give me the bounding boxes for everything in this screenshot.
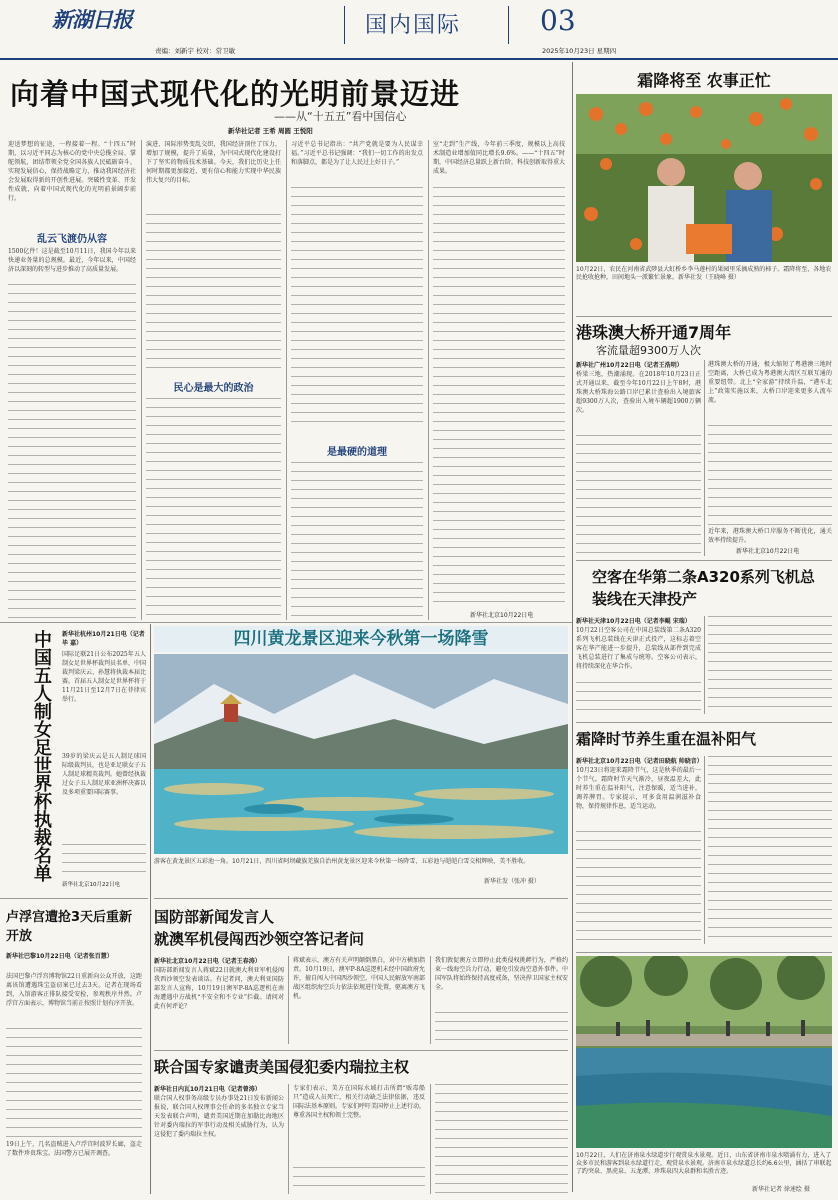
lead-section-heading-3: 是最硬的道理: [327, 447, 387, 458]
lead-subtitle: ——从“十五五”看中国信心: [274, 110, 407, 123]
health-headline: 霜降时节养生重在温补阳气: [576, 730, 757, 748]
defense-headline-2: 就澳军机侵闯西沙领空答记者问: [154, 930, 365, 948]
bridge-col1-text: 桥梁三地，热潮涌现。在2018年10月23日正式开通以来，截至今年10月22日上午8时，港珠澳大桥珠海公路口岸已累计查验出入境旅客超9300万人次，查验出入境车辆超1900万辆次。: [576, 371, 701, 414]
masthead-divider-right: [508, 6, 509, 44]
editors-line: 责编：刘新宇 校对：常卫敏: [155, 47, 236, 55]
masthead-divider-left: [344, 6, 345, 44]
lead-col1-body: [8, 284, 136, 619]
un-col1-text: 联合国人权事务高级专员办事处21日发布新闻公报说，联合国人权理事会任命的多名独立专家当天发表联合声明，谴责美国近期在加勒比海地区针对委内瑞拉的军事行动及相关威胁行为，认为这侵犯了委内瑞拉主权。: [154, 1095, 284, 1138]
spring-photo: [576, 956, 832, 1148]
bridge-dateline: 新华社广州10月22日电（记者王浩明）: [576, 362, 683, 369]
referee-text: 国际足联21日公布2025年五人制女足世界杯裁判员名单，中国裁判梁庆云、孙慧将执裁本届比赛。首届五人制女足世界杯将于11月21日至12月7日在菲律宾举行。: [62, 651, 146, 703]
lead-section-heading-2: 民心是最大的政治: [173, 383, 254, 394]
huanglong-caption: 游客在黄龙景区五彩池一角。10月21日，四川省阿坝藏族羌族自治州黄龙景区迎来今秋第一场降雪，五彩池与皑皑白雪交相辉映，美不胜收。: [154, 858, 530, 865]
health-col1-body: [576, 831, 701, 943]
un-col2-text: 专家们表示，美方在国际水域打击所谓“贩毒船只”造成人员死亡，相关行动缺乏法律依据，违反国际法基本原则。专家们呼吁美国停止上述行动，尊重各国主权和领土完整。: [293, 1085, 425, 1119]
a320-col1-body: [576, 682, 701, 714]
frost-story: [576, 62, 832, 314]
frost-caption: 10月22日，农民在河南省武陟县大虹桥乡李马莲村的果园里采摘成熟的柿子。霜降将至，各地农民抢收抢种，田间地头一派繁忙景象。新华社发（王晓峰 摄）: [576, 266, 832, 281]
referee-dateline-end: 新华社北京10月22日电: [62, 882, 120, 888]
health-story: [576, 724, 832, 948]
huanglong-photo: [154, 654, 568, 854]
bridge-col1-body: [576, 435, 701, 553]
bridge-headline: 港珠澳大桥开通7周年: [576, 323, 732, 342]
lead-col2-body-b: [146, 398, 281, 620]
bridge-col2-text: 港珠澳大桥的开通，极大缩短了粤港澳三地时空距离，大桥已成为粤港澳大湾区互联互通的重要纽带。北上“全家游”持续升温，“港车北上”政策实施以来，大桥口岸迎来更多人流车流。: [708, 361, 832, 404]
referee-text-b: 39岁的梁庆云是五人制足球国际级裁判员，也是亚足联女子五人制足球精英裁判。她曾经执裁过女子五人制足球亚洲杯决赛以及多项重要国际赛事。: [62, 753, 146, 796]
louvre-story: [0, 900, 148, 1196]
lead-col4-para1: 室“走到”生产线，今年前三季度，规模以上高技术制造业增加值同比增长9.6%。——“十四五”时期，中国经济总量跃上新台阶，科技创新取得重大成果。: [433, 141, 565, 175]
spring-caption: 10月22日，人们在济南泉水绿道步行观赏泉水景观。近日，山东省济南市泉水喷涌有力，进入了众多市民和游客到泉水绿道行走，观赏泉水景观。济南市泉水绿道总长约6.6公里，涵括了串联起了趵突泉、黑虎泉、五龙潭、珍珠泉四大泉群和名胜古迹。: [576, 1152, 832, 1175]
louvre-dateline: 新华社巴黎10月22日电（记者张百慧）: [6, 953, 113, 960]
lead-byline: 新华社记者 王希 周圆 王悦阳: [228, 127, 313, 135]
spring-credit: 新华社记者 徐速绘 摄: [752, 1186, 810, 1193]
un-story: [154, 1052, 568, 1196]
lead-col3-para1: 习近平总书记指出：“共产党就是要为人民谋幸福。”习近平总书记强调：“我们一切工作的出发点和落脚点，都是为了让人民过上好日子。”: [291, 141, 423, 166]
lead-col3-body-b: [291, 462, 423, 620]
lead-col3-body-a: [291, 187, 423, 427]
huanglong-credit: 新华社发（张冲 摄）: [484, 878, 540, 885]
referee-body: [62, 844, 146, 878]
louvre-text: 法国巴黎卢浮宫博物馆22日重新向公众开放，这距离该馆遭遇珠宝盗窃案已过去3天。记者在现场看到，入馆游客正排队接受安检，参观秩序井然。卢浮宫方面表示，博物馆当前正按照计划有序开放。: [6, 973, 142, 1007]
bridge-story: [576, 318, 832, 558]
lead-col1-para2: 1500亿件！这是截至10月11日，我国今年以来快递业务量的总规模。最近，今年以来，中国经济以深刻的转型与进步推动了高质量发展。: [8, 248, 136, 273]
a320-col1-text: 10月22日空客公司在中国总装线第二条A320系列飞机总装线在天津正式投产，这标志着空客在华产能进一步提升，总装线从部件到完成飞机总装进行了集成与统筹。空客公司表示，将持续深化在华合作。: [576, 627, 701, 670]
masthead-rule: [0, 58, 838, 60]
defense-col3-body: [435, 1012, 568, 1044]
health-col2-body: [708, 756, 832, 944]
frost-photo: [576, 94, 832, 262]
a320-col2-body: [708, 616, 832, 714]
defense-col3-text: 我们敦促澳方立即停止此类侵权挑衅行为，严格约束一线海空兵力行动，避免引发海空意外事件。中国军队将始终保持高度戒备，坚决捍卫国家主权安全。: [435, 957, 568, 991]
lead-col2-para1: 演进、国际形势变乱交织，我国经济顶住了压力，增加了规模，提升了质量，为中国式现代化建设打下了坚实的物质技术基础。今天，我们比历史上任何时期都更加接近、更有信心和能力实现中华民族伟大复兴的目标。: [146, 141, 281, 184]
un-dateline: 新华社日内瓦10月21日电（记者曾涛）: [154, 1086, 261, 1093]
defense-dateline: 新华社北京10月22日电（记者王春涛）: [154, 958, 261, 965]
bridge-col2-body: [708, 425, 832, 525]
a320-story: [576, 562, 832, 718]
lead-story: [0, 62, 570, 622]
un-headline: 联合国专家谴责美国侵犯委内瑞拉主权: [154, 1058, 410, 1076]
date-line: 2025年10月23日 星期四: [542, 47, 617, 55]
lead-dateline-end: 新华社北京10月22日电: [470, 612, 534, 619]
louvre-text-b: 19日上午，几名盗贼进入卢浮宫阿波罗长廊，盗走了数件珍贵珠宝。法国警方已展开调查。: [6, 1141, 142, 1157]
referee-dateline: 新华社杭州10月21日电（记者 毕 嘉）: [62, 631, 145, 647]
lead-section-heading-1: 乱云飞渡仍从容: [37, 234, 107, 245]
un-col2-body: [293, 1167, 425, 1193]
un-col3-body: [435, 1084, 568, 1194]
newspaper-logo: 新湖日报: [52, 7, 132, 32]
lead-col2-body-a: [146, 214, 281, 374]
bridge-subtitle: 客流量超9300万人次: [596, 344, 701, 357]
a320-dateline: 新华社天津10月22日电（记者李鲲 宋瑞）: [576, 618, 691, 625]
page-number: 03: [540, 4, 576, 37]
defense-col1-text: 国防部新闻发言人蒋斌22日就澳大利亚军机侵闯我西沙领空发表谈话。有记者问，澳大利亚国防部发言人宣称，10月19日澳军P-8A巡逻机在南海遭遇中方战机“不安全和不专业”拦截。请问对此有何评论？: [154, 967, 284, 1010]
referee-headline: 中国五人制女足世界杯执裁名单: [31, 630, 52, 882]
huanglong-story: [154, 624, 568, 894]
defense-story: [154, 900, 568, 1048]
defense-headline-1: 国防部新闻发言人: [154, 908, 275, 926]
louvre-body: [6, 1028, 142, 1138]
section-title: 国内国际: [365, 13, 462, 38]
lead-col1-para1: 迎送梦想的征途，一程接着一程。“十四五”时期，以习近平同志为核心的党中央总揽全局、掌舵领航，团结带领全党全国各族人民砥砺奋斗，实现发展信心，保持战略定力，推动我国经济社会发展取得新的开创性进展。突破性变革、开发性成就，向着中国式现代化的光明前景阔步前行。: [8, 141, 136, 202]
frost-headline: 霜降将至 农事正忙: [637, 71, 771, 90]
health-col1-text: 10月23日将迎来霜降节气，这是秋季的最后一个节气。霜降时节天气渐冷，昼夜温差大，此时养生重在温补阳气，注意保暖，适当进补，调养脾胃。专家提示，可多食用温润滋补食物，保持规律作息，适当运动。: [576, 767, 701, 810]
lead-col4-body: [433, 187, 565, 607]
defense-col2-text: 蒋斌表示，澳方有关声明颠倒黑白，对中方横加指责。10月19日，澳军P-8A巡逻机未经中国政府允许，擅自闯入中国西沙领空，中国人民解放军南部战区组织海空兵力依法依规进行处置，驱离澳方飞机。: [293, 957, 425, 1000]
spring-story: [576, 956, 832, 1196]
louvre-headline: 卢浮宫遭抢3天后重新开放: [6, 910, 133, 944]
lead-headline: 向着中国式现代化的光明前景迈进: [10, 77, 461, 111]
a320-headline: 空客在华第二条A320系列飞机总装线在天津投产: [592, 568, 815, 608]
health-dateline: 新华社北京10月22日电（记者田晓航 帅晓音）: [576, 758, 703, 765]
huanglong-title-bar: 四川黄龙景区迎来今秋第一场降雪: [154, 626, 568, 652]
referee-story: [0, 624, 148, 894]
bridge-col2-text-end: 近年来，港珠澳大桥口岸服务不断优化，通关效率持续提升。: [708, 528, 832, 544]
bridge-dateline-end: 新华社北京10月22日电: [736, 548, 800, 555]
